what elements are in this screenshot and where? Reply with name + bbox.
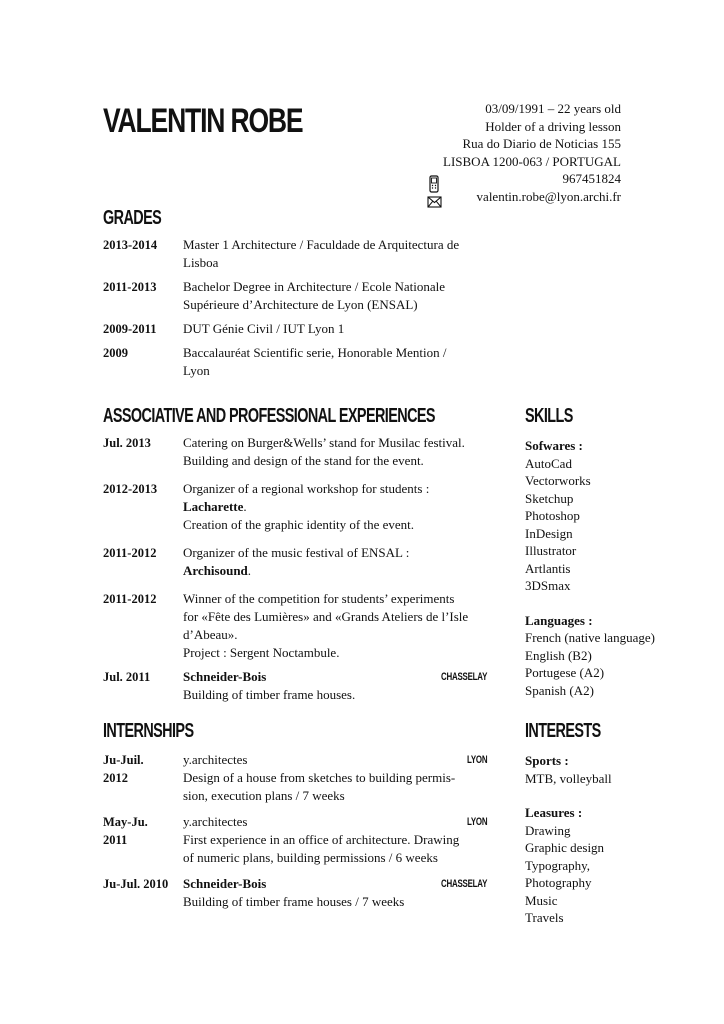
language-item: Portugese (A2) [525,665,605,680]
grade-text: Baccalauréat Scientific serie, Honorable Mention / [183,345,447,360]
experience-entry [103,434,487,470]
experience-text: Catering on Burger&Wells’ stand for Musilac festival. [183,435,465,450]
software-item: Artlantis [525,560,571,576]
internship-entry [103,813,487,867]
software-item: AutoCad [525,455,572,471]
driving-license: Holder of a driving lesson [485,118,621,134]
experience-date: 2011-2012 [103,546,157,560]
email-address[interactable]: valentin.robe@lyon.archi.fr [476,188,621,204]
grade-text: Supérieure d’Architecture de Lyon (ENSAL) [183,297,418,312]
experience-text: Organizer of a regional workshop for students : [183,481,430,496]
email-line [443,188,621,206]
city-address: LISBOA 1200-063 / PORTUGAL [443,153,621,169]
leasure-item: Graphic design [525,840,605,855]
internship-date-line: 2011 [103,833,128,847]
internship-date [103,813,183,849]
internship-date: Ju-Jul. 2010 [103,877,169,891]
company-name: Schneider-Bois [183,669,267,684]
envelope-icon [427,196,442,208]
internship-text: First experience in an office of architecture. Drawing [183,832,460,847]
grade-date: 2009-2011 [103,322,157,336]
location-tag: CHASSELAY [440,671,487,683]
interests-section [525,752,612,927]
software-item: Vectorworks [525,473,591,488]
experience-date: Jul. 2011 [103,670,151,684]
experience-entry [103,590,487,662]
experience-entry [103,544,487,580]
experience-date: 2012-2013 [103,482,158,496]
experience-text: for «Fête des Lumières» and «Grands Ateliers de l’Isle [183,609,469,624]
grades-section [103,236,487,386]
experience-text: Creation of the graphic identity of the event. [183,517,415,532]
experience-text: d’Abeau». [183,627,238,642]
experiences-heading: ASSOCIATIVE AND PROFESSIONAL EXPERIENCES [103,405,435,427]
experience-text: Winner of the competition for students’ experiments [183,591,455,606]
internships-section [103,751,487,917]
location-tag: LYON [466,754,487,766]
phone-number: 967451824 [562,171,621,186]
experience-date: 2011-2012 [103,592,157,606]
internship-text: Building of timber frame houses / 7 weeks [183,894,405,909]
grade-text: Lisboa [183,255,219,270]
grade-text: DUT Génie Civil / IUT Lyon 1 [183,321,345,336]
language-item: French (native language) [525,630,655,645]
company-name: y.architectes [183,752,248,767]
punctuation: . [247,563,252,578]
sports-label: Sports : [525,753,569,768]
experience-text: Project : Sergent Noctambule. [183,645,340,660]
mobile-phone-icon [428,175,440,193]
skills-section [525,437,655,699]
internship-date [103,751,183,787]
software-item: 3DSmax [525,578,571,593]
softwares-label: Sofwares : [525,438,583,453]
experience-entry [103,480,487,534]
punctuation: . [243,499,247,514]
leasure-item: Typography, [525,857,591,873]
software-item: Photoshop [525,508,580,523]
languages-label: Languages : [525,612,593,628]
leasure-item: Drawing [525,822,571,838]
software-item: Sketchup [525,490,574,506]
internship-text: of numeric plans, building permissions / 6 weeks [183,850,438,865]
skills-heading: SKILLS [525,405,573,427]
street-address: Rua do Diario de Noticias 155 [462,136,621,151]
grade-text: Master 1 Architecture / Faculdade de Arquitectura de [183,237,460,252]
contact-block [443,100,621,205]
language-item: English (B2) [525,647,592,663]
interests-heading: INTERESTS [525,720,601,742]
grade-entry [103,236,487,272]
internship-date-line: Ju-Juil. [103,753,144,767]
software-item: Illustrator [525,543,577,558]
applicant-name: VALENTIN ROBE [103,102,303,140]
internship-entry [103,751,487,805]
leasure-item: Photography [525,875,592,890]
sports-item: MTB, volleyball [525,770,612,786]
grade-entry [103,278,487,314]
grades-heading: GRADES [103,207,162,229]
phone-line [443,170,621,188]
workshop-name: Lacharette [183,499,244,514]
grade-entry [103,344,487,380]
experience-text: Building and design of the stand for the event. [183,453,424,468]
internship-date-line: May-Ju. [103,815,148,829]
internship-date-line: 2012 [103,771,128,785]
experience-entry [103,668,487,704]
leasure-item: Music [525,892,558,908]
internship-text: sion, execution plans / 7 weeks [183,788,345,803]
leasures-label: Leasures : [525,805,583,820]
grade-entry [103,320,487,338]
internships-heading: INTERNSHIPS [103,720,194,742]
grade-date: 2009 [103,346,128,360]
experiences-section [103,434,487,710]
experience-text: Organizer of the music festival of ENSAL : [183,545,410,560]
grade-text: Bachelor Degree in Architecture / Ecole Nationale [183,279,446,294]
company-name: Schneider-Bois [183,876,267,891]
grade-date: 2011-2013 [103,280,157,294]
language-item: Spanish (A2) [525,682,594,698]
leasure-item: Travels [525,910,564,925]
company-name: y.architectes [183,814,248,829]
grade-text: Lyon [183,363,210,378]
internship-entry [103,875,487,911]
festival-name: Archisound [183,563,248,578]
experience-date: Jul. 2013 [103,436,151,450]
internship-text: Design of a house from sketches to building permis- [183,770,456,785]
software-item: InDesign [525,525,573,541]
location-tag: CHASSELAY [440,878,487,890]
experience-text: Building of timber frame houses. [183,687,356,702]
grade-date: 2013-2014 [103,238,158,252]
birth-date: 03/09/1991 – 22 years old [485,101,621,116]
location-tag: LYON [466,816,487,828]
